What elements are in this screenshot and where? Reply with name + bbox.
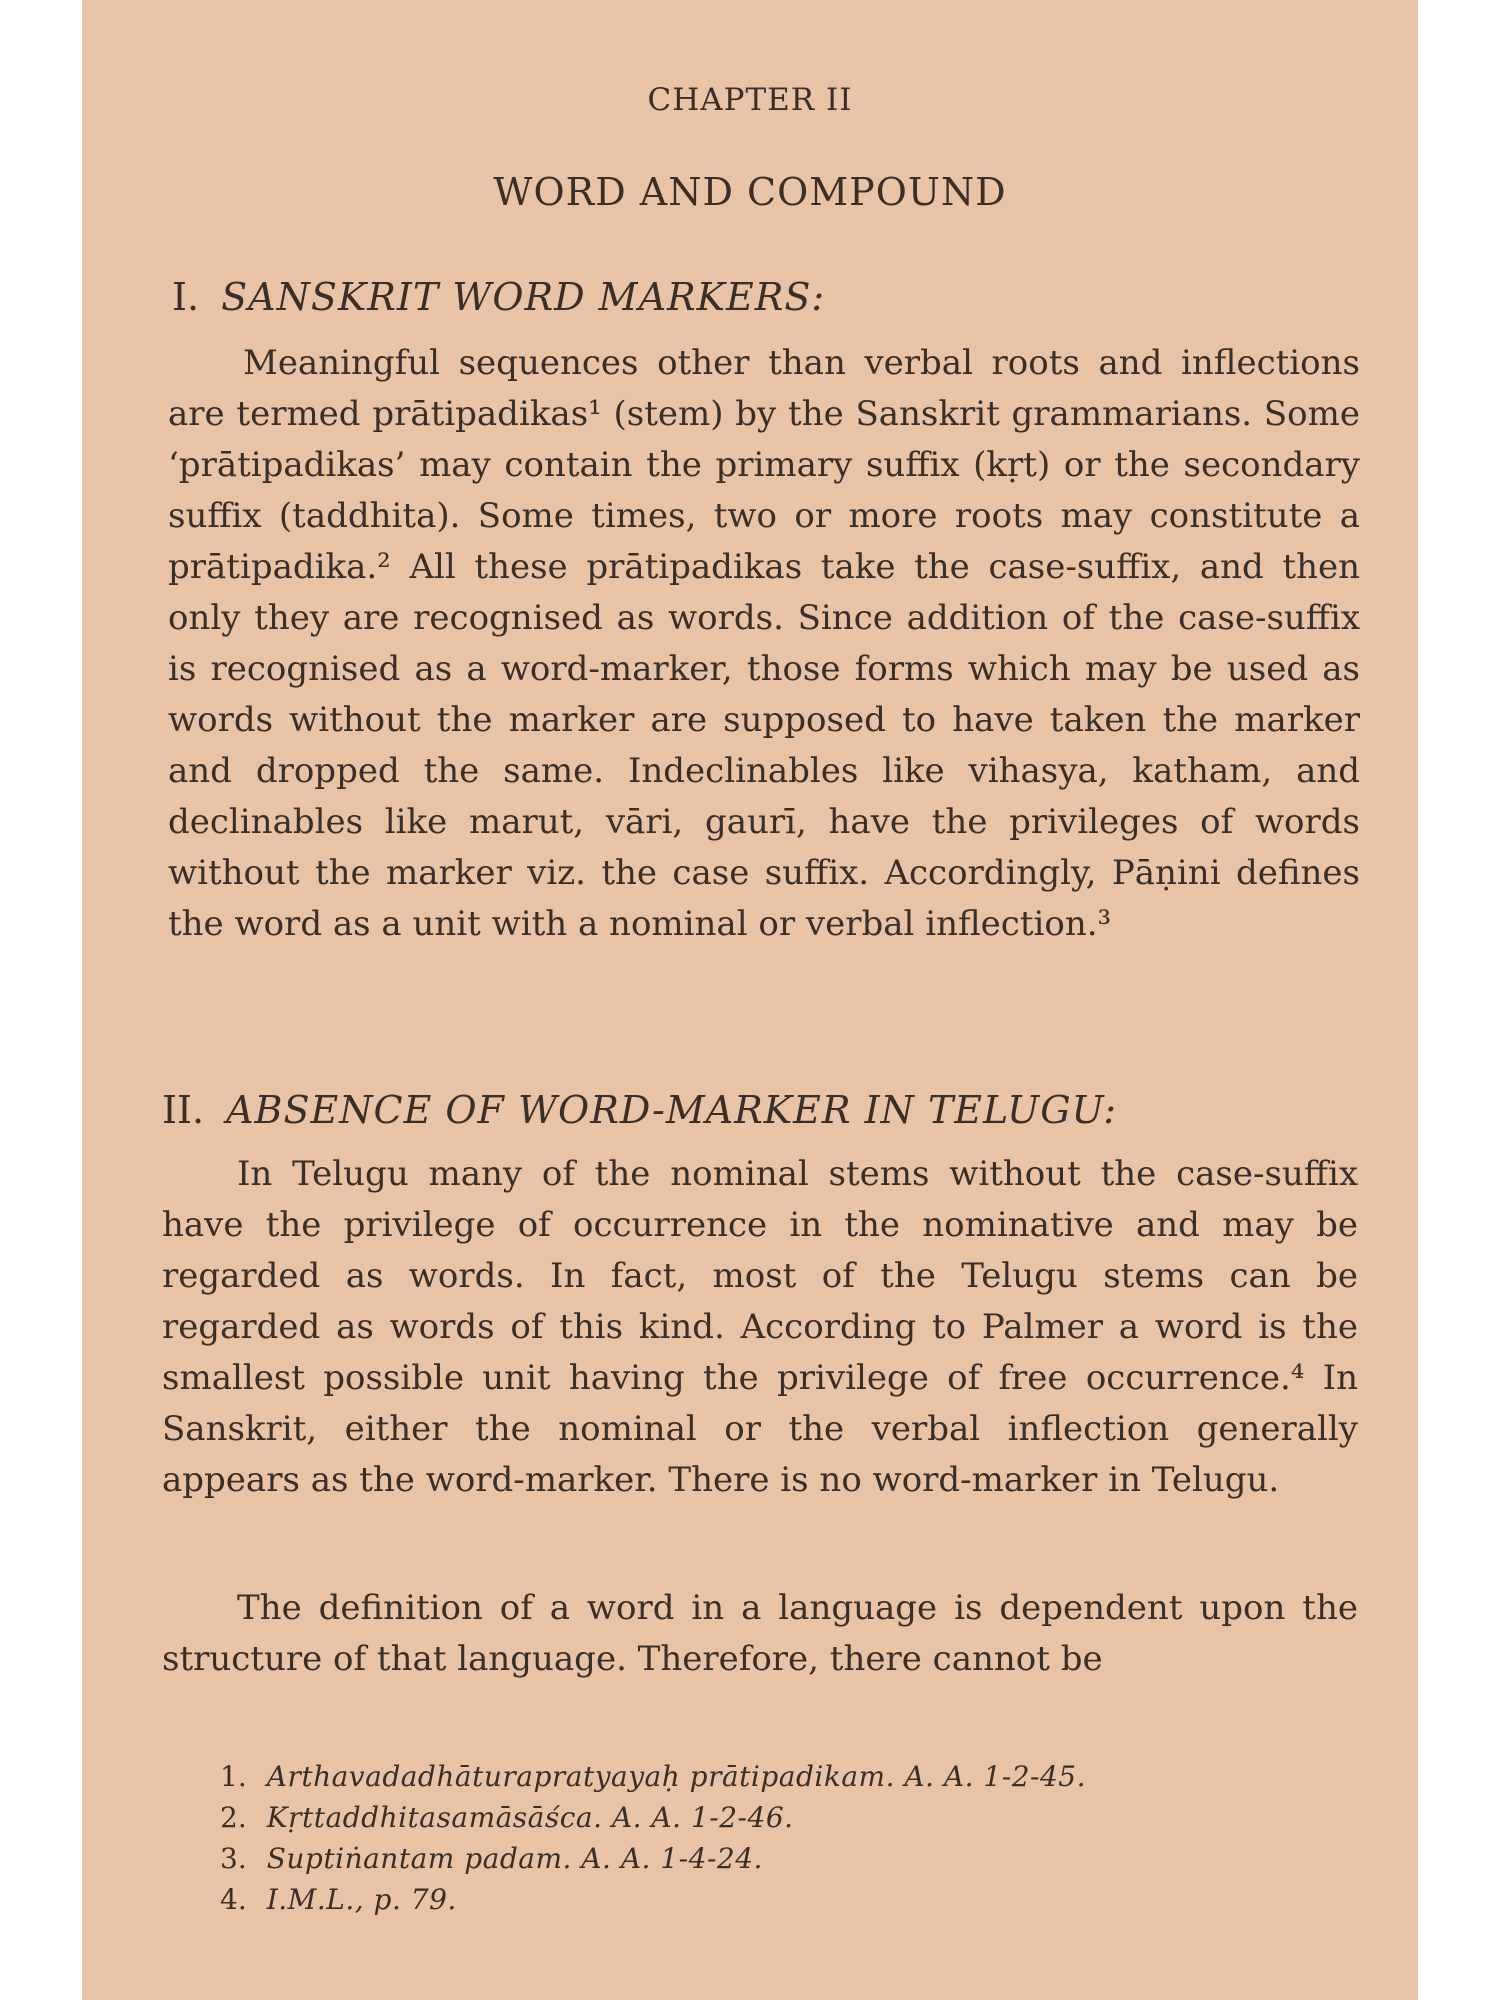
chapter-title: WORD AND COMPOUND (493, 170, 1007, 214)
section-number-2: II. (162, 1088, 205, 1132)
section-2-paragraph: In Telugu many of the nominal stems without the case-suffix have the privilege of occurrence in the nominative and may be regarded as words. In fact, most of the Telugu stems can be regarded as words of this kind. According to Palmer a word is the smallest possible unit having the privilege of free occurrence.⁴ In Sanskrit, either the nominal or the verbal inflection generally appears as the word-marker. There is no word-marker in Telugu. (162, 1154, 1358, 1500)
section-heading-1 (172, 275, 825, 319)
footnote-number: 2. (220, 1801, 247, 1834)
footnote-number: 3. (220, 1842, 247, 1875)
footnote (220, 1797, 1086, 1838)
section-heading-2 (162, 1088, 1117, 1132)
footnote (220, 1879, 1086, 1920)
footnote (220, 1838, 1086, 1879)
section-number-1: I. (172, 275, 200, 319)
footnote-number: 4. (220, 1883, 247, 1916)
footnote (220, 1756, 1086, 1797)
section-2-paragraph-2: The definition of a word in a language is dependent upon the structure of that language. Therefore, there cannot be (162, 1588, 1358, 1679)
footnote-text: I.M.L., p. 79. (266, 1883, 457, 1916)
book-page (82, 0, 1418, 2000)
chapter-label: CHAPTER II (647, 82, 853, 118)
footnote-text: Kṛttaddhitasamāsāśca. A. A. 1-2-46. (266, 1801, 794, 1834)
section-title-1: SANSKRIT WORD MARKERS: (221, 275, 826, 319)
footnote-number: 1. (220, 1760, 247, 1793)
footnote-text: Arthavadadhāturapratyayaḥ prātipadikam. A. A. 1-2-45. (266, 1760, 1086, 1793)
footnote-text: Suptiṅantam padam. A. A. 1-4-24. (266, 1842, 763, 1875)
section-1-paragraph: Meaningful sequences other than verbal roots and inflections are termed prātipadikas¹ (stem) by the Sanskrit grammarians. Some ‘prātipadikas’ may contain the primary suffix (kṛt) or the secondary suffix (taddhita). Some times, two or more roots may constitute a prātipadika.² All these prātipadikas take the case-suffix, and then only they are recognised as words. Since addition of the case-suffix is recognised as a word-marker, those forms which may be used as words without the marker are supposed to have taken the marker and dropped the same. Indeclinables like vihasya, katham, and declinables like marut, vāri, gaurī, have the privileges of words without the marker viz. the case suffix. Accordingly, Pāṇini defines the word as a unit with a nominal or verbal inflection.³ (168, 343, 1360, 944)
footnotes (220, 1756, 1086, 1920)
section-title-2: ABSENCE OF WORD-MARKER IN TELUGU: (226, 1088, 1118, 1132)
